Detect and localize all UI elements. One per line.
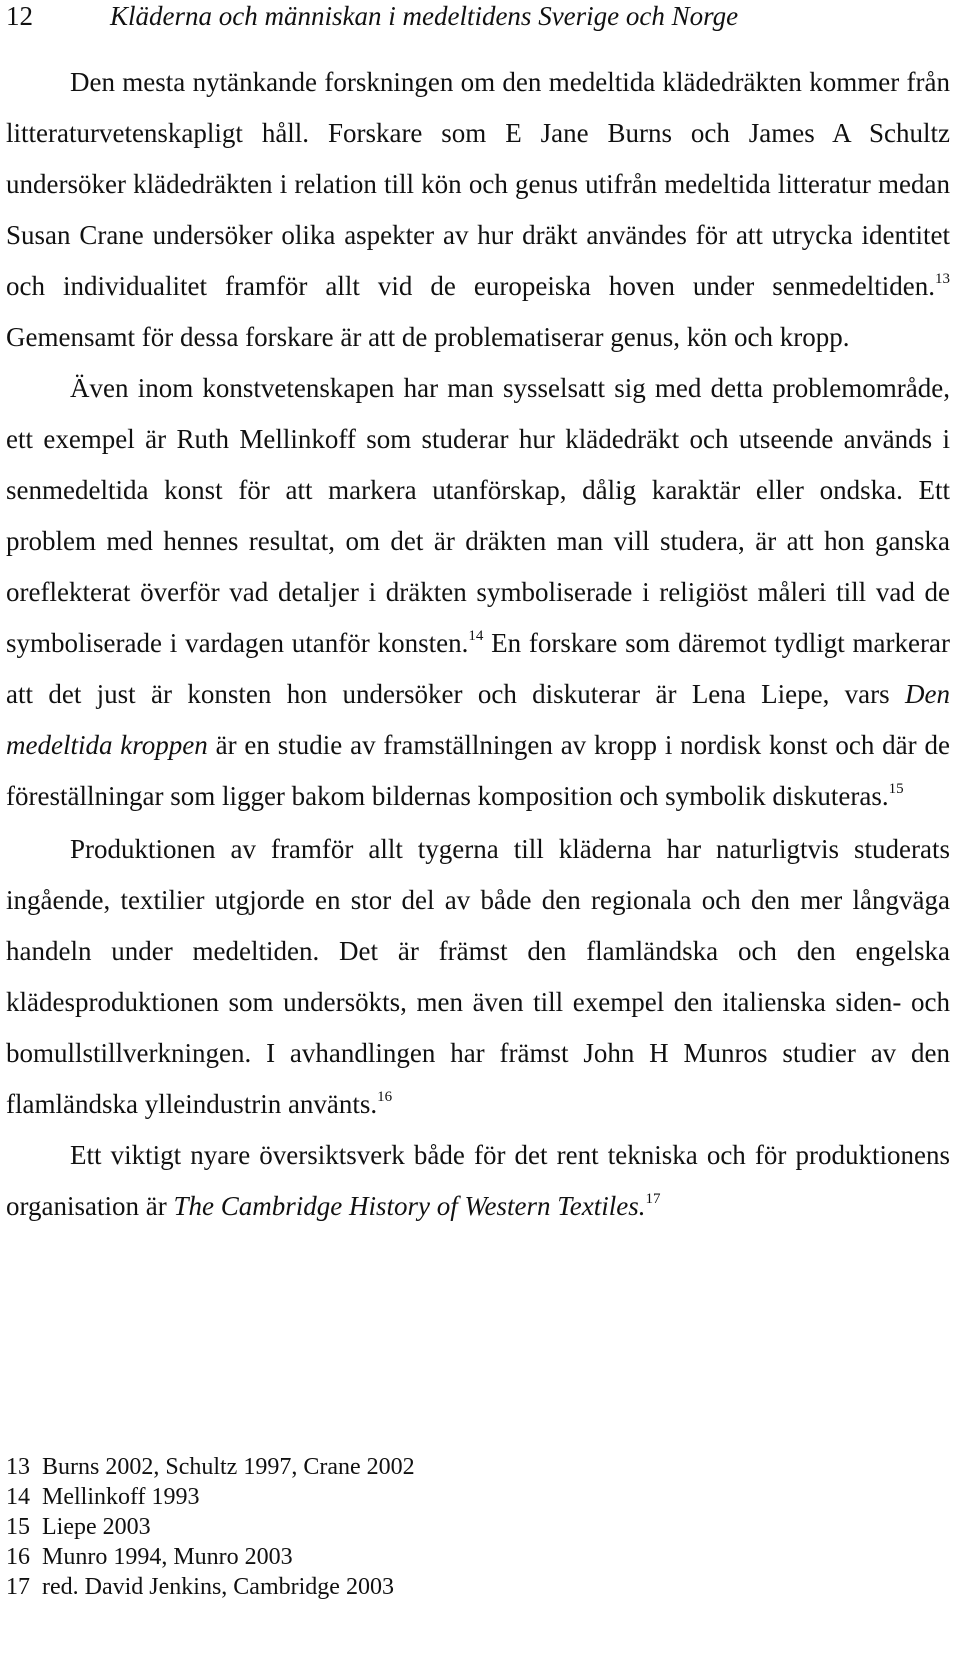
footnote-number: 13 xyxy=(6,1454,30,1480)
paragraph-1-text-b: Gemensamt för dessa forskare är att de problematiserar genus, kön och kropp. xyxy=(6,322,850,352)
footnote-number: 15 xyxy=(6,1514,30,1540)
footnote-ref-13[interactable]: 13 xyxy=(935,271,950,287)
footnote-text: red. David Jenkins, Cambridge 2003 xyxy=(42,1574,394,1600)
footnote-17 xyxy=(6,1572,906,1602)
book-title-den-medeltida-kroppen: Den medeltida kroppen xyxy=(6,679,950,760)
footnotes xyxy=(6,1452,906,1602)
footnote-number: 17 xyxy=(6,1574,30,1600)
book-title-cambridge-history: The Cambridge History of Western Textiles. xyxy=(173,1191,646,1221)
paragraph-1-text-a: Den mesta nytänkande forskningen om den medeltida klädedräkten kommer från litteraturvetenskapligt håll. Forskare som E Jane Burns och James A Schultz undersöker klädedräkten i relation till kön och genus utifrån medeltida litteratur medan Susan Crane undersöker olika aspekter av hur dräkt användes för att utrycka identitet och individualitet framför allt vid de europeiska hoven under senmedeltiden. xyxy=(6,67,950,301)
running-head xyxy=(6,0,946,32)
paragraph-4 xyxy=(6,1130,950,1232)
footnote-16 xyxy=(6,1542,906,1572)
running-head-title: Kläderna och människan i medeltidens Sverige och Norge xyxy=(110,1,739,31)
page-number: 12 xyxy=(6,1,33,31)
footnote-15 xyxy=(6,1512,906,1542)
footnote-13 xyxy=(6,1452,906,1482)
paragraph-2-text-c: är en studie av framställningen av kropp i nordisk konst och där de föreställningar som ligger bakom bildernas komposition och symbolik diskuteras. xyxy=(6,730,950,811)
footnote-ref-17[interactable]: 17 xyxy=(645,1191,661,1207)
footnote-text: Munro 1994, Munro 2003 xyxy=(42,1544,293,1570)
footnote-text: Liepe 2003 xyxy=(42,1514,151,1540)
paragraph-1 xyxy=(6,57,950,363)
footnote-text: Mellinkoff 1993 xyxy=(42,1484,200,1510)
body-text xyxy=(6,57,950,1232)
paragraph-2-text-a: Även inom konstvetenskapen har man sysselsatt sig med detta problemområde, ett exempel är Ruth Mellinkoff som studerar hur klädedräkt och utseende används i senmedeltida konst för att markera utanförskap, dålig karaktär eller ondska. Ett problem med hennes resultat, om det är dräkten man vill studera, är att hon ganska oreflekterat överför vad detaljer i dräkten symboliserade i religiöst måleri till vad de symboliserade i vardagen utanför konsten. xyxy=(6,373,950,658)
footnote-ref-16[interactable]: 16 xyxy=(377,1089,393,1105)
footnote-14 xyxy=(6,1482,906,1512)
paragraph-3 xyxy=(6,824,950,1130)
paragraph-2 xyxy=(6,363,950,822)
footnote-ref-15[interactable]: 15 xyxy=(888,781,904,797)
paragraph-4-text-a: Ett viktigt nyare översiktsverk både för det rent tekniska och för produktionens organisation är xyxy=(6,1140,950,1221)
paragraph-2-text-b: En forskare som däremot tydligt markerar att det just är konsten hon undersöker och diskuterar är Lena Liepe, vars xyxy=(6,628,950,709)
footnote-number: 14 xyxy=(6,1484,30,1510)
footnote-number: 16 xyxy=(6,1544,30,1570)
footnote-ref-14[interactable]: 14 xyxy=(468,628,484,644)
footnote-text: Burns 2002, Schultz 1997, Crane 2002 xyxy=(42,1454,415,1480)
paragraph-3-text-a: Produktionen av framför allt tygerna till kläderna har naturligtvis studerats ingående, textilier utgjorde en stor del av både den regionala och den mer långväga handeln under medeltiden. Det är främst den flamländska och den engelska klädesproduktionen som undersökts, men även till exempel den italienska siden- och bomullstillverkningen. I avhandlingen har främst John H Munros studier av den flamländska ylleindustrin använts. xyxy=(6,834,950,1119)
